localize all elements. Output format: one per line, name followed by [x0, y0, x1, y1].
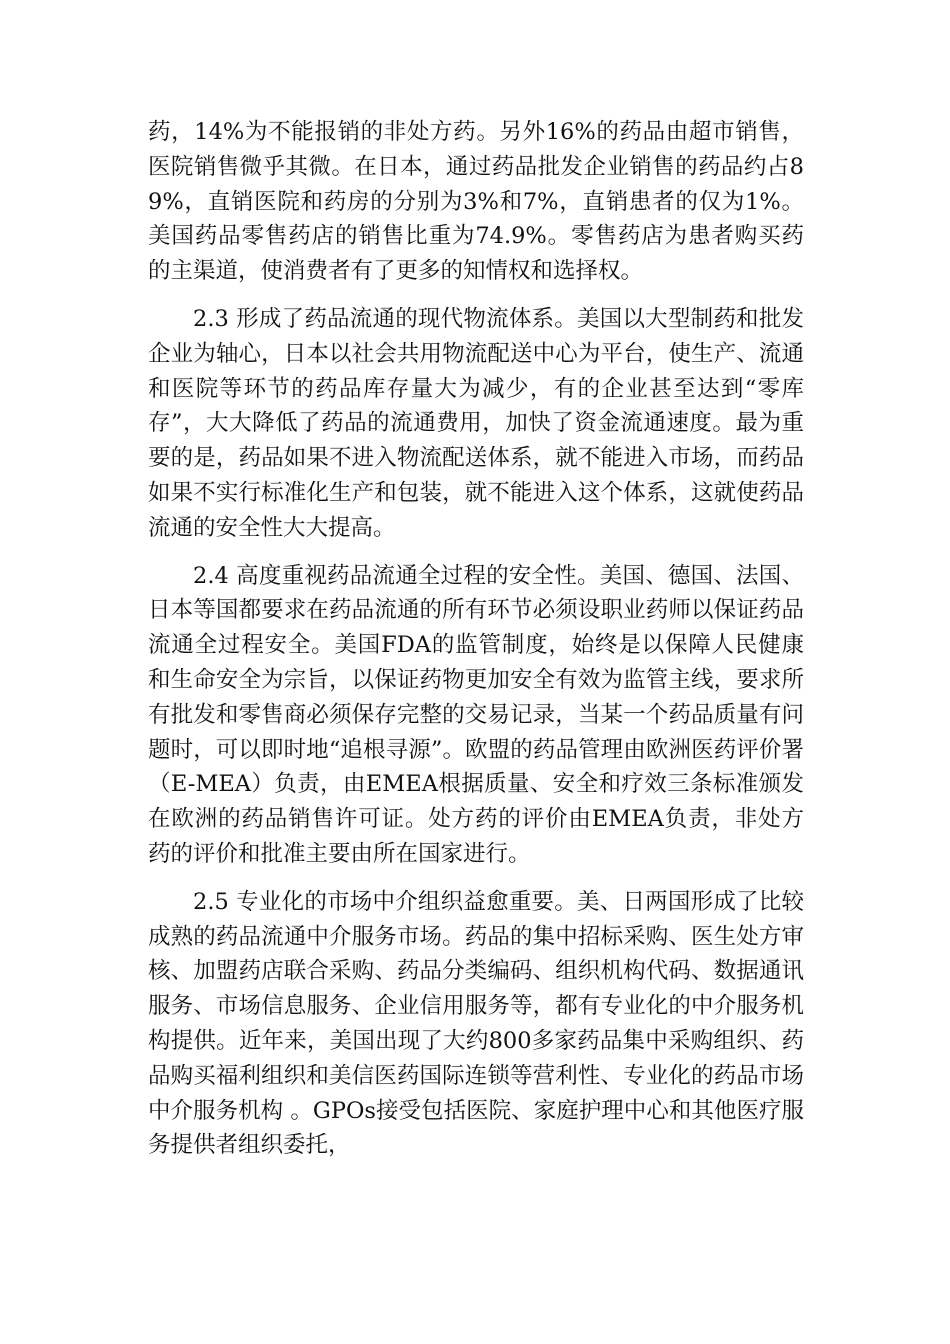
document-body [148, 115, 804, 1163]
paragraph-section-2-4: 2.4 高度重视药品流通全过程的安全性。美国、德国、法国、日本等国都要求在药品流通的所有环节必须设职业药师以保证药品流通全过程安全。美国FDA的监管制度，始终是以保障人民健康和生命安全为宗旨，以保证药物更加安全有效为监管主线，要求所有批发和零售商必须保存完整的交易记录，当某一个药品质量有问题时，可以即时地“追根寻源”。欧盟的药品管理由欧洲医药评价署（E-MEA）负责，由EMEA根据质量、安全和疗效三条标准颁发在欧洲的药品销售许可证。处方药的评价由EMEA负责，非处方药的评价和批准主要由所在国家进行。 [148, 562, 804, 867]
paragraph-section-2-5: 2.5 专业化的市场中介组织益愈重要。美、日两国形成了比较成熟的药品流通中介服务市场。药品的集中招标采购、医生处方审核、加盟药店联合采购、药品分类编码、组织机构代码、数据通讯服务、市场信息服务、企业信用服务等，都有专业化的中介服务机构提供。近年来，美国出现了大约800多家药品集中采购组织、药品购买福利组织和美信医药国际连锁等营利性、专业化的药品市场中介服务机构 。GPOs接受包括医院、家庭护理中心和其他医疗服务提供者组织委托， [148, 888, 804, 1159]
paragraph-section-2-3: 2.3 形成了药品流通的现代物流体系。美国以大型制药和批发企业为轴心，日本以社会共用物流配送中心为平台，使生产、流通和医院等环节的药品库存量大为减少，有的企业甚至达到“零库存”，大大降低了药品的流通费用，加快了资金流通速度。最为重要的是，药品如果不进入物流配送体系，就不能进入市场，而药品如果不实行标准化生产和包装，就不能进入这个体系，这就使药品流通的安全性大大提高。 [148, 305, 804, 541]
paragraph-continuation: 药，14%为不能报销的非处方药。另外16%的药品由超市销售，医院销售微乎其微。在日本，通过药品批发企业销售的药品约占89%，直销医院和药房的分别为3%和7%，直销患者的仅为1%。美国药品零售药店的销售比重为74.9%。零售药店为患者购买药的主渠道，使消费者有了更多的知情权和选择权。 [148, 119, 804, 285]
